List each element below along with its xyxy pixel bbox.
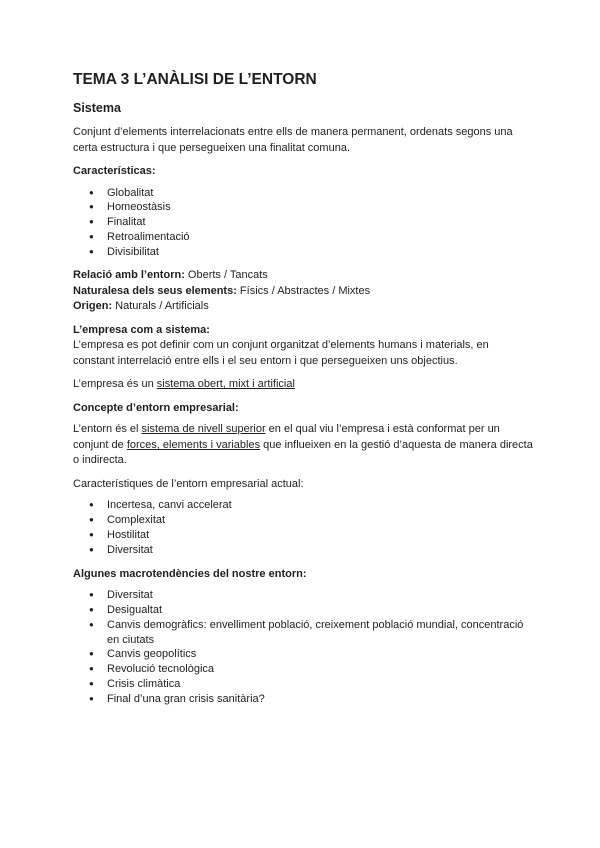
naturalesa-line [73,284,533,300]
entorn-label: Concepte d’entorn empresarial: [73,401,239,414]
list-item: ● Diversitat [73,588,533,603]
entorn-text-b: en el qual viu l’empresa i està conformat per un conjunt de [73,423,500,451]
empresa-sistema-label: L’empresa com a sistema: [73,323,210,336]
caracteristicas-list [73,186,533,260]
macro-list [73,588,533,706]
relacio-value: Oberts / Tancats [184,269,268,282]
entorn-caract-list [73,498,533,557]
list-item: ● Divisibilitat [73,245,533,260]
empresa-sistema-text: L’empresa es pot definir com un conjunt organitzat d’elements humans i materials, en constant interrelació entre ells i el seu entorn i que persegueixen uns objectius. [73,339,489,367]
list-item: ● Canvis geopolítics [73,647,533,662]
entorn-caract-text: Característiques de l’entorn empresarial actual: [73,477,304,490]
naturalesa-value: Físics / Abstractes / Mixtes [236,284,371,297]
list-item: ● Revolució tecnològica [73,662,533,677]
naturalesa-label: Naturalesa dels seus elements: [73,284,237,297]
list-item: ● Complexitat [73,513,533,528]
list-item: ● Crisis climàtica [73,677,533,692]
list-item: ● Finalitat [73,215,533,230]
line2-underlined: sistema obert, mixt i artificial [156,378,295,391]
origen-label: Origen: [73,300,113,313]
list-item: ● Desigualtat [73,603,533,618]
sistema-definition: Conjunt d’elements interrelacionats entre ells de manera permanent, ordenats segons una certa estructura i que persegueixen una finalitat comuna. [73,126,513,154]
document-page [73,70,533,716]
entorn-underlined-1: sistema de nivell superior [141,423,266,436]
origen-line [73,299,533,315]
entorn-text-c: que influeixen en la gestió d’aquesta de manera directa o indirecta. [73,438,533,467]
entorn-underlined-2: forces, elements i variables [126,438,261,451]
relacio-line [73,268,533,284]
list-item: ● Incertesa, canvi accelerat [73,498,533,513]
entorn-paragraph [73,422,533,469]
list-item: ● Canvis demogràfics: envelliment població, creixement població mundial, concentració en ciutats [73,618,533,648]
line2-prefix: L’empresa és un [73,378,157,391]
caracteristicas-label: Características: [73,165,156,177]
list-item: ● Homeostàsis [73,200,533,215]
macro-label: Algunes macrotendències del nostre entorn: [73,567,307,580]
entorn-text-a: L’entorn és el [73,423,142,436]
list-item: ● Globalitat [73,186,533,201]
section-heading-sistema: Sistema [73,101,121,115]
list-item: ● Hostilitat [73,528,533,543]
origen-value: Naturals / Artificials [112,300,209,313]
empresa-sistema-line2 [73,377,533,393]
list-item: ● Diversitat [73,543,533,558]
relacio-label: Relació amb l’entorn: [73,269,185,282]
list-item: ● Retroalimentació [73,230,533,245]
page-title: TEMA 3 L’ANÀLISI DE L’ENTORN [73,71,317,88]
list-item: ● Final d’una gran crisis sanitària? [73,692,533,707]
